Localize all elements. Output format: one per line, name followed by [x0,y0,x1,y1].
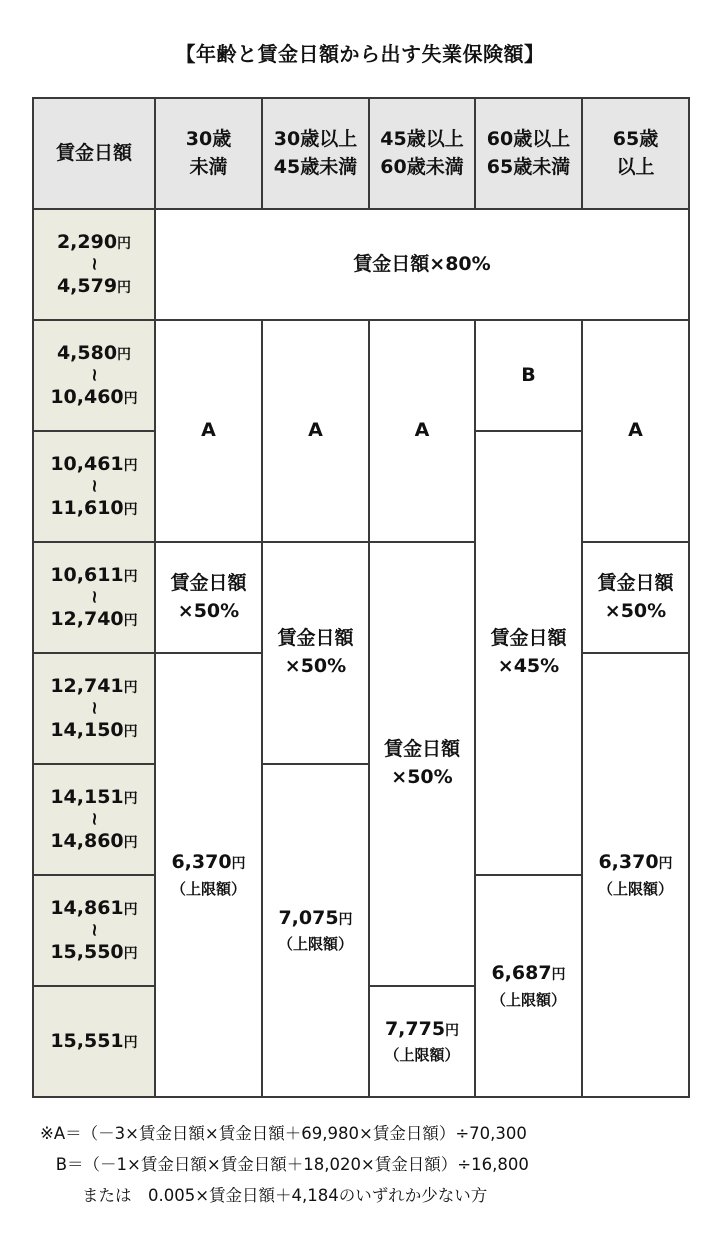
cap-cell: 6,687円 （上限額） [475,875,582,1097]
note-formula-a: ※A＝（－3×賃金日額×賃金日額＋69,980×賃金日額）÷70,300 [40,1124,527,1143]
wage-range-cell: 12,741円 ~ 14,150円 [33,653,155,764]
header-age-65-over: 65歳 以上 [582,98,689,209]
table-row [33,209,689,320]
note-formula-b-alt: または 0.005×賃金日額＋4,184のいずれか少ない方 [40,1186,488,1205]
table-row [33,542,689,653]
note-formula-b: B＝（－1×賃金日額×賃金日額＋18,020×賃金日額）÷16,800 [40,1155,529,1174]
formula-notes [40,1118,700,1211]
cap-cell: 7,775円 （上限額） [369,986,475,1097]
wage-range-cell: 4,580円 ~ 10,460円 [33,320,155,431]
wage-range-cell: 14,151円 ~ 14,860円 [33,764,155,875]
formula-a-cell: A [262,320,369,542]
header-row [33,98,689,209]
wage-range-cell: 15,551円 [33,986,155,1097]
formula-a-cell: A [155,320,262,542]
rate-50-cell: 賃金日額 ×50% [582,542,689,653]
wage-range-cell: 10,611円 ~ 12,740円 [33,542,155,653]
header-age-60-65: 60歳以上 65歳未満 [475,98,582,209]
wage-range-cell: 10,461円 ~ 11,610円 [33,431,155,542]
header-wage-daily: 賃金日額 [33,98,155,209]
header-age-45-60: 45歳以上 60歳未満 [369,98,475,209]
header-age-30-45: 30歳以上 45歳未満 [262,98,369,209]
rate-50-cell: 賃金日額 ×50% [369,542,475,986]
wage-range-cell: 2,290円 ~ 4,579円 [33,209,155,320]
rate-50-cell: 賃金日額 ×50% [262,542,369,764]
rate-45-cell: 賃金日額 ×45% [475,431,582,875]
formula-b-cell: B [475,320,582,431]
rate-50-cell: 賃金日額 ×50% [155,542,262,653]
table-row [33,320,689,431]
header-age-under-30: 30歳 未満 [155,98,262,209]
page-title: 【年齢と賃金日額から出す失業保険額】 [175,42,545,66]
formula-a-cell: A [582,320,689,542]
wage-range-cell: 14,861円 ~ 15,550円 [33,875,155,986]
benefit-table [32,97,690,1098]
formula-a-cell: A [369,320,475,542]
cap-cell: 6,370円 （上限額） [582,653,689,1097]
cap-cell: 7,075円 （上限額） [262,764,369,1097]
cap-cell: 6,370円 （上限額） [155,653,262,1097]
rate-80-cell: 賃金日額×80% [155,209,689,320]
